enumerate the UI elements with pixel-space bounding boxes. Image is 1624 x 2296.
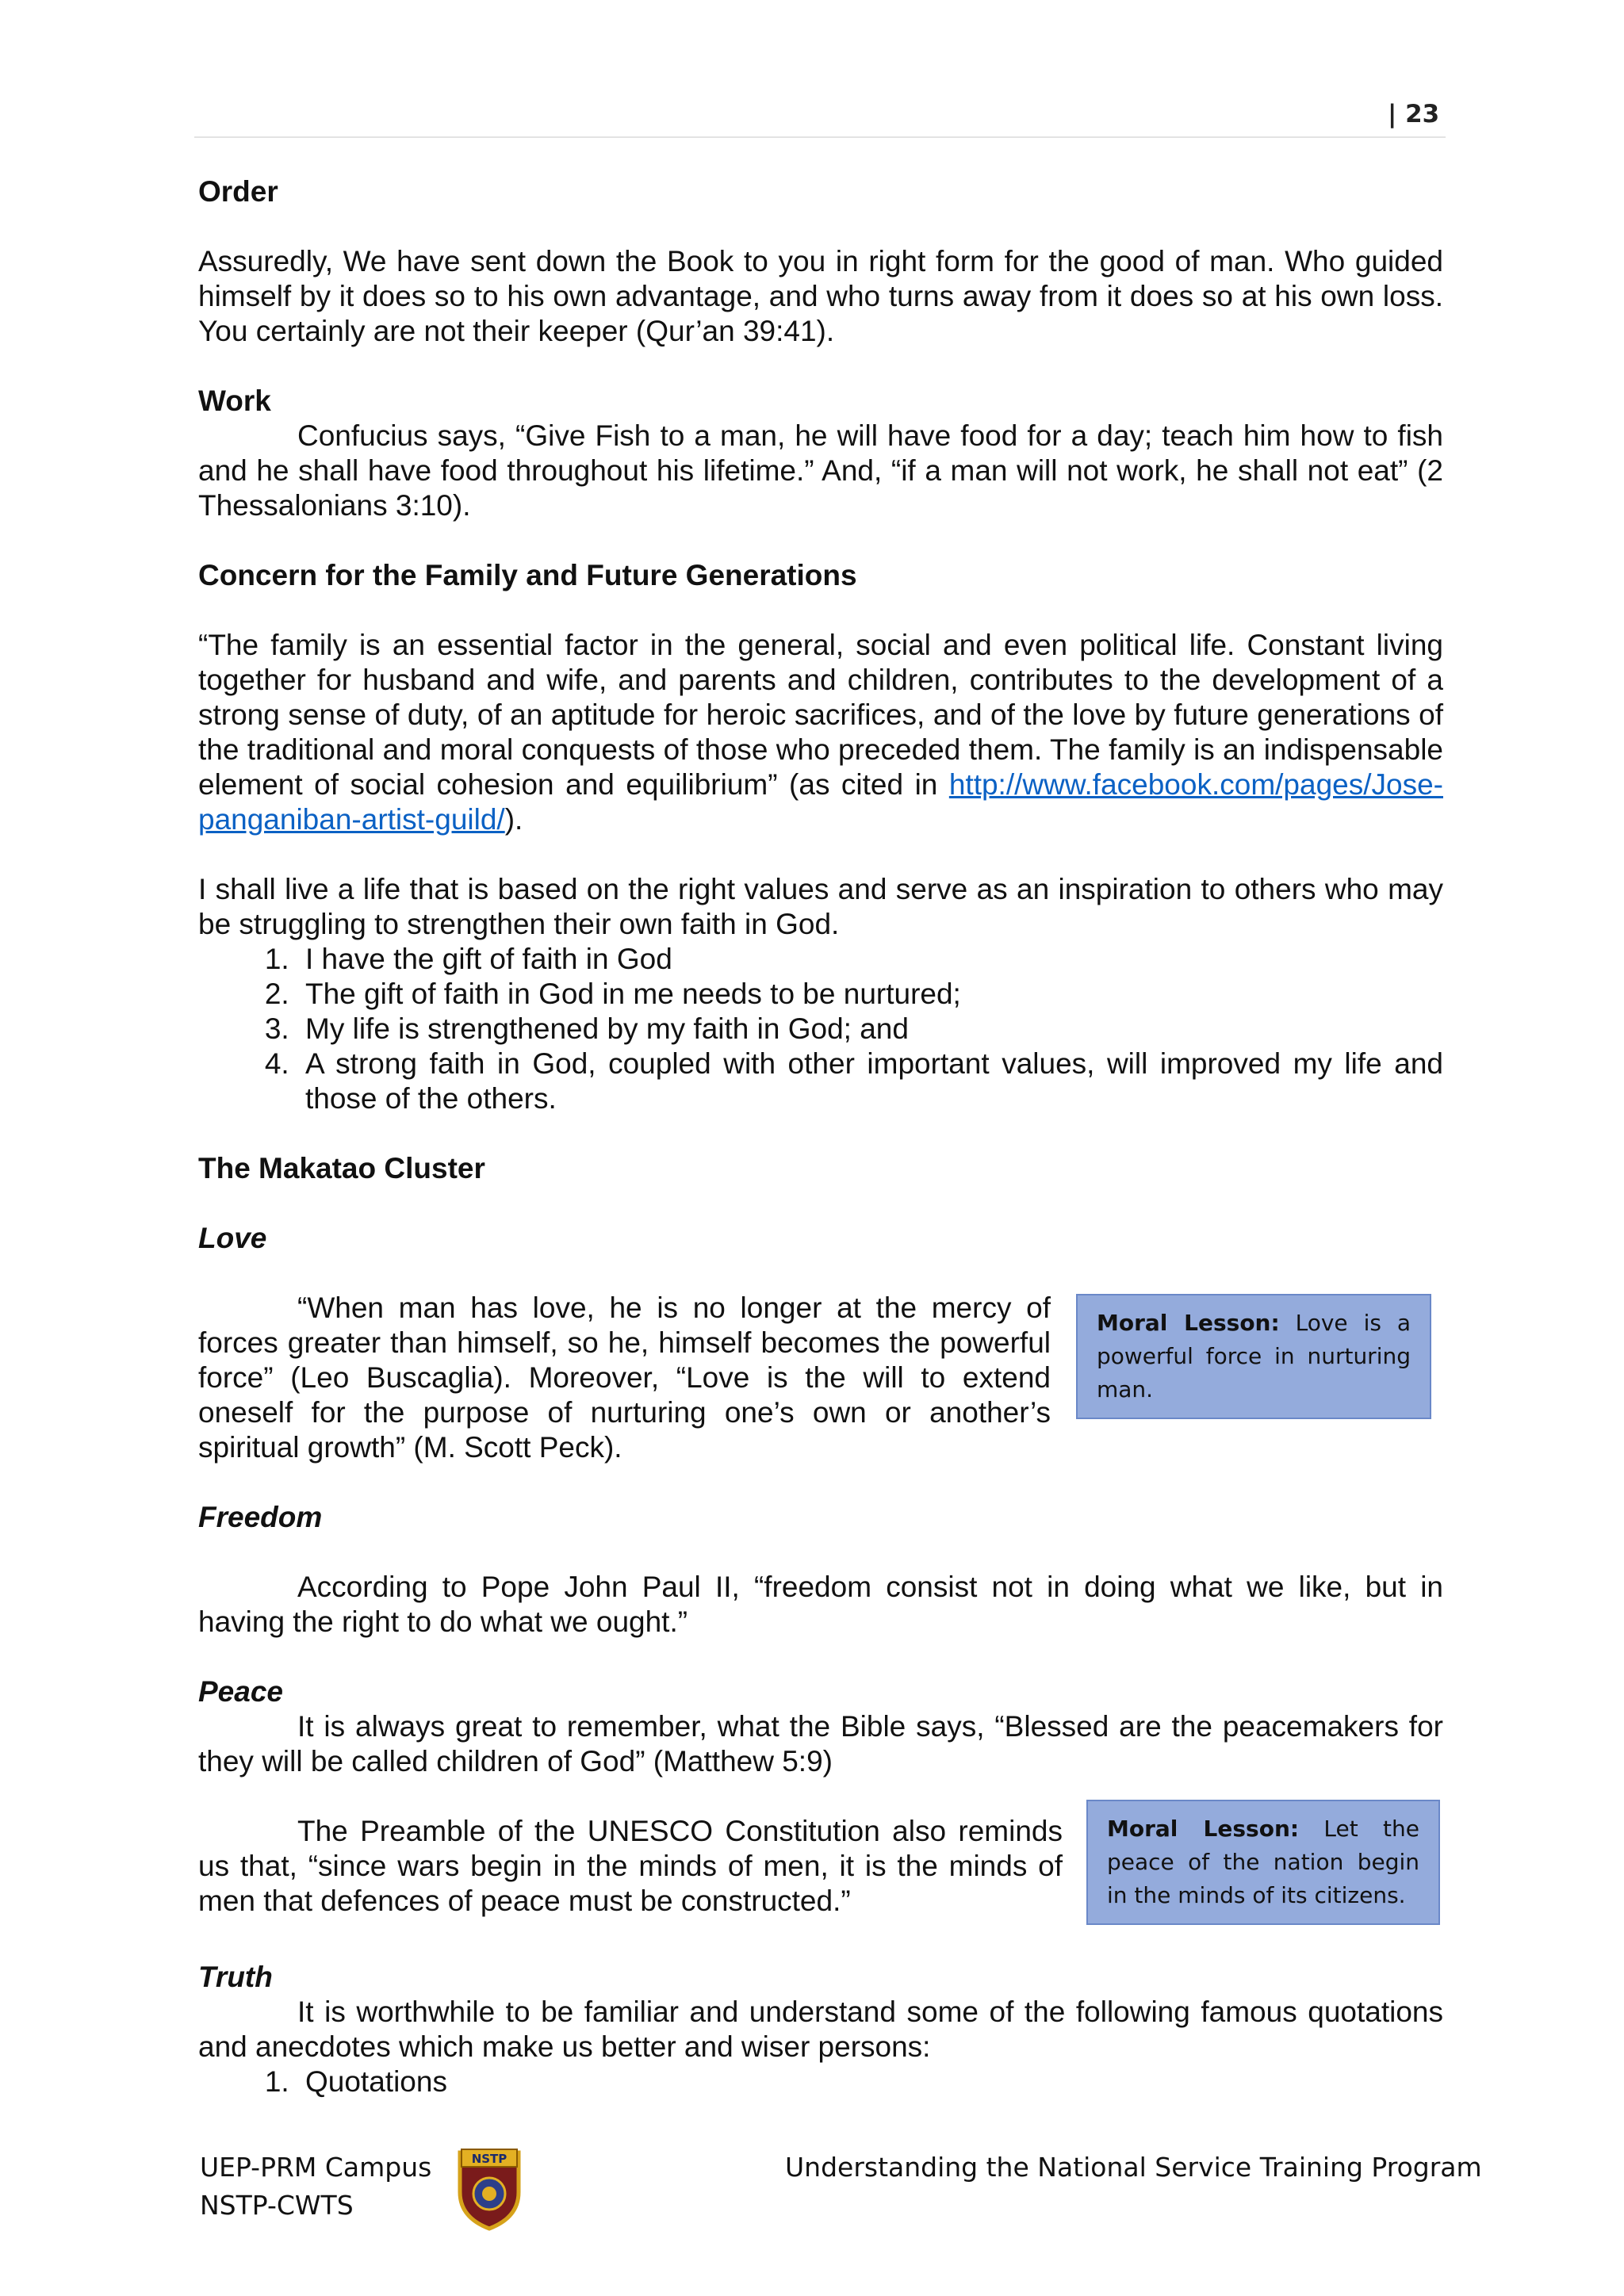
- peace-section: [198, 1814, 1443, 1925]
- heading-order: Order: [198, 175, 278, 208]
- footer-title: Understanding the National Service Training Program: [785, 2152, 1482, 2183]
- moral-lesson-box-love: [1076, 1294, 1431, 1419]
- unesco-paragraph: The Preamble of the UNESCO Constitution also reminds us that, “since wars begin in the minds of men, it is the minds of men that defences of peace must be constructed.”: [198, 1815, 1063, 1917]
- freedom-paragraph: According to Pope John Paul II, “freedom consist not in doing what we like, but in having the right to do what we ought.”: [198, 1571, 1443, 1638]
- moral-lesson-box-peace: [1086, 1800, 1440, 1925]
- moral-lesson-label: Moral Lesson:: [1097, 1310, 1280, 1336]
- header-divider: [194, 136, 1446, 138]
- work-paragraph: Confucius says, “Give Fish to a man, he will have food for a day; teach him how to fish and he shall have food throughout his lifetime.” And, “if a man will not work, he shall not eat” (2 Thessalonians 3:10).: [198, 419, 1443, 522]
- love-section: [198, 1291, 1443, 1465]
- truth-list: [198, 2064, 1443, 2099]
- truth-paragraph: It is worthwhile to be familiar and understand some of the following famous quotations and anecdotes which make us better and wiser persons:: [198, 1996, 1443, 2063]
- list-item: 2. The gift of faith in God in me needs to be nurtured;: [297, 977, 1443, 1012]
- footer-campus: UEP-PRM Campus: [200, 2152, 432, 2183]
- moral-lesson-text: Let the peace of the nation begin in the minds of its citizens.: [1107, 1816, 1419, 1908]
- heading-work: Work: [198, 385, 271, 417]
- facebook-link[interactable]: http://www.facebook.com/pages/Jose-panganiban-artist-guild/: [198, 768, 1443, 836]
- list-item: 3. My life is strengthened by my faith in God; and: [297, 1012, 1443, 1047]
- peace-paragraph: It is always great to remember, what the Bible says, “Blessed are the peacemakers for they will be called children of God” (Matthew 5:9): [198, 1710, 1443, 1777]
- page-content: [198, 174, 1443, 2099]
- pledge-paragraph: I shall live a life that is based on the right values and serve as an inspiration to others who may be struggling to strengthen their own faith in God.: [198, 873, 1443, 940]
- faith-list: [198, 942, 1443, 1116]
- logo-text: NSTP: [471, 2152, 508, 2166]
- list-item: 4. A strong faith in God, coupled with other important values, will improved my life and those of the others.: [297, 1047, 1443, 1116]
- love-paragraph: “When man has love, he is no longer at the mercy of forces greater than himself, so he, himself becomes the powerful force” (Leo Buscaglia). Moreover, “Love is the will to extend oneself for the purpose of nurturing one’s own or another’s spiritual growth” (M. Scott Peck).: [198, 1292, 1051, 1464]
- moral-lesson-text: Love is a powerful force in nurturing man.: [1097, 1310, 1411, 1402]
- heading-freedom: Freedom: [198, 1501, 323, 1533]
- heading-love: Love: [198, 1222, 267, 1254]
- heading-family: Concern for the Family and Future Generations: [198, 559, 857, 591]
- order-paragraph: Assuredly, We have sent down the Book to you in right form for the good of man. Who guided himself by it does so to his own advantage, and who turns away from it does so at his own loss. You certainly are not their keeper (Qur’an 39:41).: [198, 245, 1443, 347]
- footer-campus-block: [200, 2149, 431, 2225]
- heading-peace: Peace: [198, 1675, 283, 1708]
- heading-truth: Truth: [198, 1961, 273, 1993]
- family-quote-end: ).: [504, 803, 523, 836]
- list-item: 1. I have the gift of faith in God: [297, 942, 1443, 977]
- moral-lesson-label: Moral Lesson:: [1107, 1816, 1300, 1842]
- page-number: | 23: [1388, 100, 1440, 128]
- family-quote-paragraph: [198, 628, 1443, 837]
- heading-makatao-cluster: The Makatao Cluster: [198, 1152, 485, 1184]
- footer-program: NSTP-CWTS: [200, 2190, 354, 2221]
- nstp-logo: [454, 2145, 525, 2232]
- family-quote-text: “The family is an essential factor in the general, social and even political life. Constant living together for husband and wife, and parents and children, contributes to the development of a strong sense of duty, of an aptitude for heroic sacrifices, and of the love by future generations of the traditional and moral conquests of those who preceded them. The family is an indispensable element of social cohesion and equilibrium” (as cited in: [198, 629, 1443, 801]
- list-item: 1. Quotations: [297, 2064, 1443, 2099]
